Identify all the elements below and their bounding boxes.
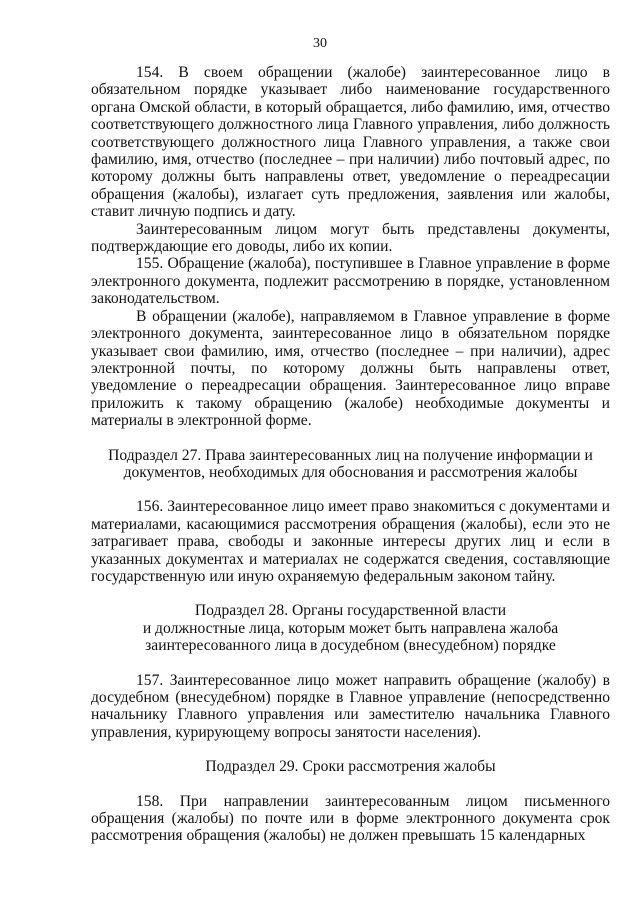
subsection-28-heading <box>91 602 610 654</box>
subsection-28-heading-line-2: и должностные лица, которым может быть направлена жалоба <box>142 619 559 637</box>
subsection-28-heading-line-3: заинтересованного лица в досудебном (внесудебном) порядке <box>145 637 556 655</box>
paragraph-155: 155. Обращение (жалоба), поступившее в Главное управление в форме электронного документа, подлежит рассмотрению в порядке, установленном законодательством. <box>91 255 610 308</box>
document-body <box>91 64 610 845</box>
paragraph-154-supplement: Заинтересованным лицом могут быть представлены документы, подтверждающие его доводы, либо их копии. <box>91 220 610 256</box>
paragraph-154: 154. В своем обращении (жалобе) заинтересованное лицо в обязательном порядке указывает либо наименование государственного органа Омской области, в который обращается, либо фамилию, имя, отчество соответствующего должностного лица Главного управления, либо должность соответствующего должностного лица Главного управления, а также свои фамилию, имя, отчество (последнее – при наличии) либо почтовый адрес, по которому должны быть направлены ответ, уведомление о переадресации обращения (жалобы), излагает суть предложения, заявления или жалобы, ставит личную подпись и дату. <box>91 64 610 221</box>
paragraph-157: 157. Заинтересованное лицо может направить обращение (жалобу) в досудебном (внесудебном) порядке в Главное управление (непосредственно начальнику Главного управления или заместителю начальника Главного управления, курирующему вопросы занятости населения). <box>91 671 610 741</box>
subsection-28-heading-line-1: Подраздел 28. Органы государственной власти <box>194 602 507 620</box>
subsection-29-heading <box>91 758 610 775</box>
paragraph-158: 158. При направлении заинтересованным лицом письменного обращения (жалобы) по почте или в форме электронного документа срок рассмотрения обращения (жалобы) не должен превышать 15 календарных <box>91 792 610 845</box>
page-number: 30 <box>313 36 327 51</box>
subsection-29-heading-line-1: Подраздел 29. Сроки рассмотрения жалобы <box>205 758 496 776</box>
subsection-27-heading-line-2: документов, необходимых для обоснования и рассмотрения жалобы <box>123 463 578 481</box>
subsection-27-heading <box>91 447 610 482</box>
paragraph-156: 156. Заинтересованное лицо имеет право знакомиться с документами и материалами, касающимися рассмотрения обращения (жалобы), если это не затрагивает права, свободы и законные интересы других лиц и если в указанных документах и материалах не содержатся сведения, составляющие государственную или иную охраняемую федеральным законом тайну. <box>91 498 610 585</box>
paragraph-155-supplement: В обращении (жалобе), направляемом в Главное управление в форме электронного документа, заинтересованное лицо в обязательном порядке указывает свои фамилию, имя, отчество (последнее – при наличии), адрес электронной почты, по которому должны быть направлены ответ, уведомление о переадресации обращения. Заинтересованное лицо вправе приложить к такому обращению (жалобе) необходимые документы и материалы в электронной форме. <box>91 307 610 430</box>
subsection-27-heading-line-1: Подраздел 27. Права заинтересованных лиц на получение информации и <box>108 446 593 464</box>
